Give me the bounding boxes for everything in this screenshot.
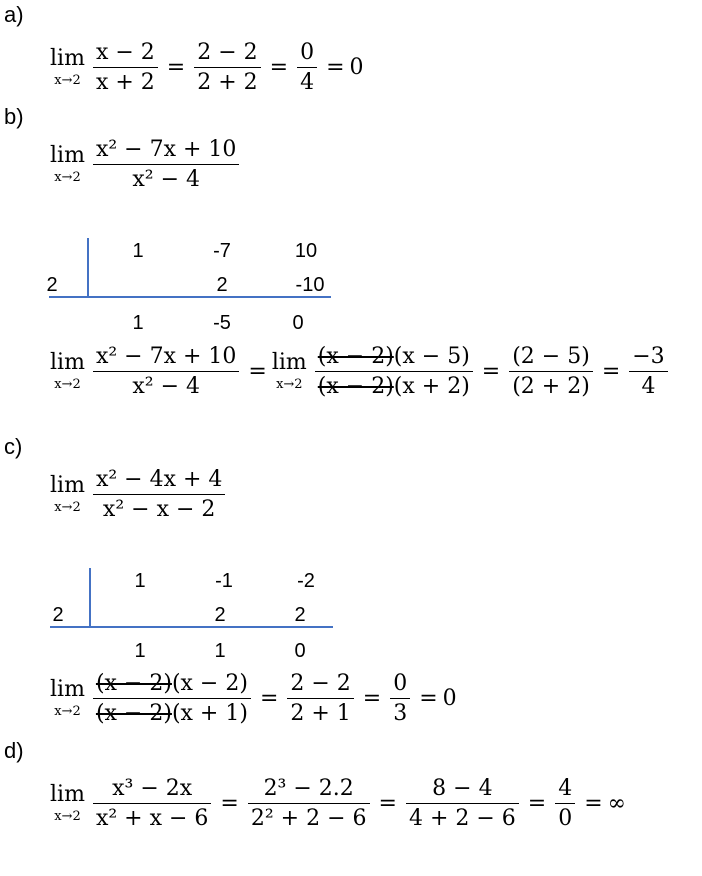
equals-sign: = — [481, 359, 501, 385]
synthetic-cell: -1 — [215, 570, 233, 592]
limit-operator: lim x→2 — [50, 350, 85, 393]
fraction: $\frac{2 - 2}{2 + 1}$ — [287, 671, 353, 727]
infinity-symbol: ∞ — [607, 791, 626, 817]
fraction: $\frac{\text{2³ − 2.2}}{\text{2² + 2 − 6}}$ — [248, 776, 370, 832]
synthetic-cell: -5 — [213, 312, 231, 334]
limit-operator: lim x→2 — [271, 350, 307, 393]
synthetic-cell: -7 — [213, 240, 231, 262]
synthetic-cell: 1 — [214, 640, 226, 662]
fraction: $\frac{x - 2}{x + 2}$ — [93, 40, 158, 96]
equals-sign: = — [584, 791, 603, 817]
synthetic-cell: 10 — [294, 240, 318, 262]
part-label-b: b) — [4, 104, 24, 129]
synthetic-cell: 1 — [134, 570, 146, 592]
part-a-equation — [50, 40, 364, 96]
synthetic-cell: 1 — [134, 640, 146, 662]
fraction: $\frac{4}{0}$ — [555, 776, 575, 832]
part-label-d: d) — [4, 738, 24, 763]
fraction: $\frac{2 - 2}{2 + 2}$ — [194, 40, 260, 96]
division-vertical-line — [87, 238, 89, 298]
part-c-factorization — [50, 671, 457, 727]
equals-sign: = — [220, 791, 239, 817]
equals-sign: = — [527, 791, 547, 817]
fraction: $\frac{\text{x² − 4x + 4}}{\text{x² − x − 2}}$ — [93, 467, 225, 523]
synthetic-cell: 2 — [214, 604, 226, 626]
synthetic-cell: 1 — [132, 312, 144, 334]
part-d-equation — [50, 776, 626, 832]
equals-sign: = — [166, 55, 186, 81]
synthetic-root: 2 — [52, 604, 64, 626]
part-label-c: c) — [4, 434, 23, 459]
equals-sign: = — [269, 55, 289, 81]
synthetic-cell: 0 — [292, 312, 304, 334]
synthetic-cell: 1 — [132, 240, 144, 262]
synthetic-cell: -2 — [297, 570, 315, 592]
equals-sign: = — [326, 55, 345, 81]
part-label-a: a) — [4, 2, 24, 27]
synthetic-cell: 0 — [294, 640, 306, 662]
limit-operator: lim x→2 — [50, 677, 85, 720]
synthetic-cell: 2 — [294, 604, 306, 626]
fraction: $\frac{\text{x² − 7x + 10}}{\text{x² − 4}}$ — [93, 137, 239, 193]
fraction: $\frac{0}{3}$ — [390, 671, 410, 727]
equals-sign: = — [601, 359, 621, 385]
part-b-factorization — [50, 344, 672, 400]
synthetic-cell: -10 — [295, 274, 325, 296]
cancelled-factor: (x − 2) — [95, 701, 172, 727]
limit-operator: lim x→2 — [50, 782, 85, 825]
part-b-expression — [50, 137, 243, 193]
equals-sign: = — [248, 359, 267, 385]
fraction: $\frac{8 - 4}{4 + 2 - 6}$ — [406, 776, 519, 832]
limit-operator: lim x→2 — [50, 473, 85, 516]
fraction: $\frac{(x - 2)(x - 5)}{(x - 2)(x + 2)}$ — [315, 344, 473, 400]
synthetic-cell: 2 — [216, 274, 228, 296]
fraction: $\frac{-3}{4}$ — [629, 344, 667, 400]
fraction: $\frac{(2 - 5)}{(2 + 2)}$ — [509, 344, 593, 400]
equals-sign: = — [362, 686, 382, 712]
result-value: 0 — [442, 686, 457, 712]
part-c-expression — [50, 467, 229, 523]
fraction: $\frac{\text{x² − 7x + 10}}{\text{x² − 4}}$ — [93, 344, 239, 400]
cancelled-factor: (x − 2) — [317, 344, 394, 369]
result-value: 0 — [349, 55, 364, 81]
fraction: $\frac{\text{x³ − 2x}}{\text{x² + x − 6}}$ — [93, 776, 211, 832]
synthetic-root: 2 — [46, 274, 58, 296]
limit-operator: lim x→2 — [50, 143, 85, 186]
equals-sign: = — [378, 791, 397, 817]
division-vertical-line — [89, 568, 91, 628]
fraction: $\frac{(x - 2)(x - 2)}{(x - 2)(x + 1)}$ — [93, 671, 251, 727]
cancelled-factor: (x − 2) — [95, 671, 172, 696]
limit-operator: lim x→2 — [50, 46, 85, 89]
cancelled-factor: (x − 2) — [317, 374, 394, 400]
equals-sign: = — [259, 686, 279, 712]
fraction: $\frac{0}{4}$ — [297, 40, 317, 96]
equals-sign: = — [419, 686, 438, 712]
